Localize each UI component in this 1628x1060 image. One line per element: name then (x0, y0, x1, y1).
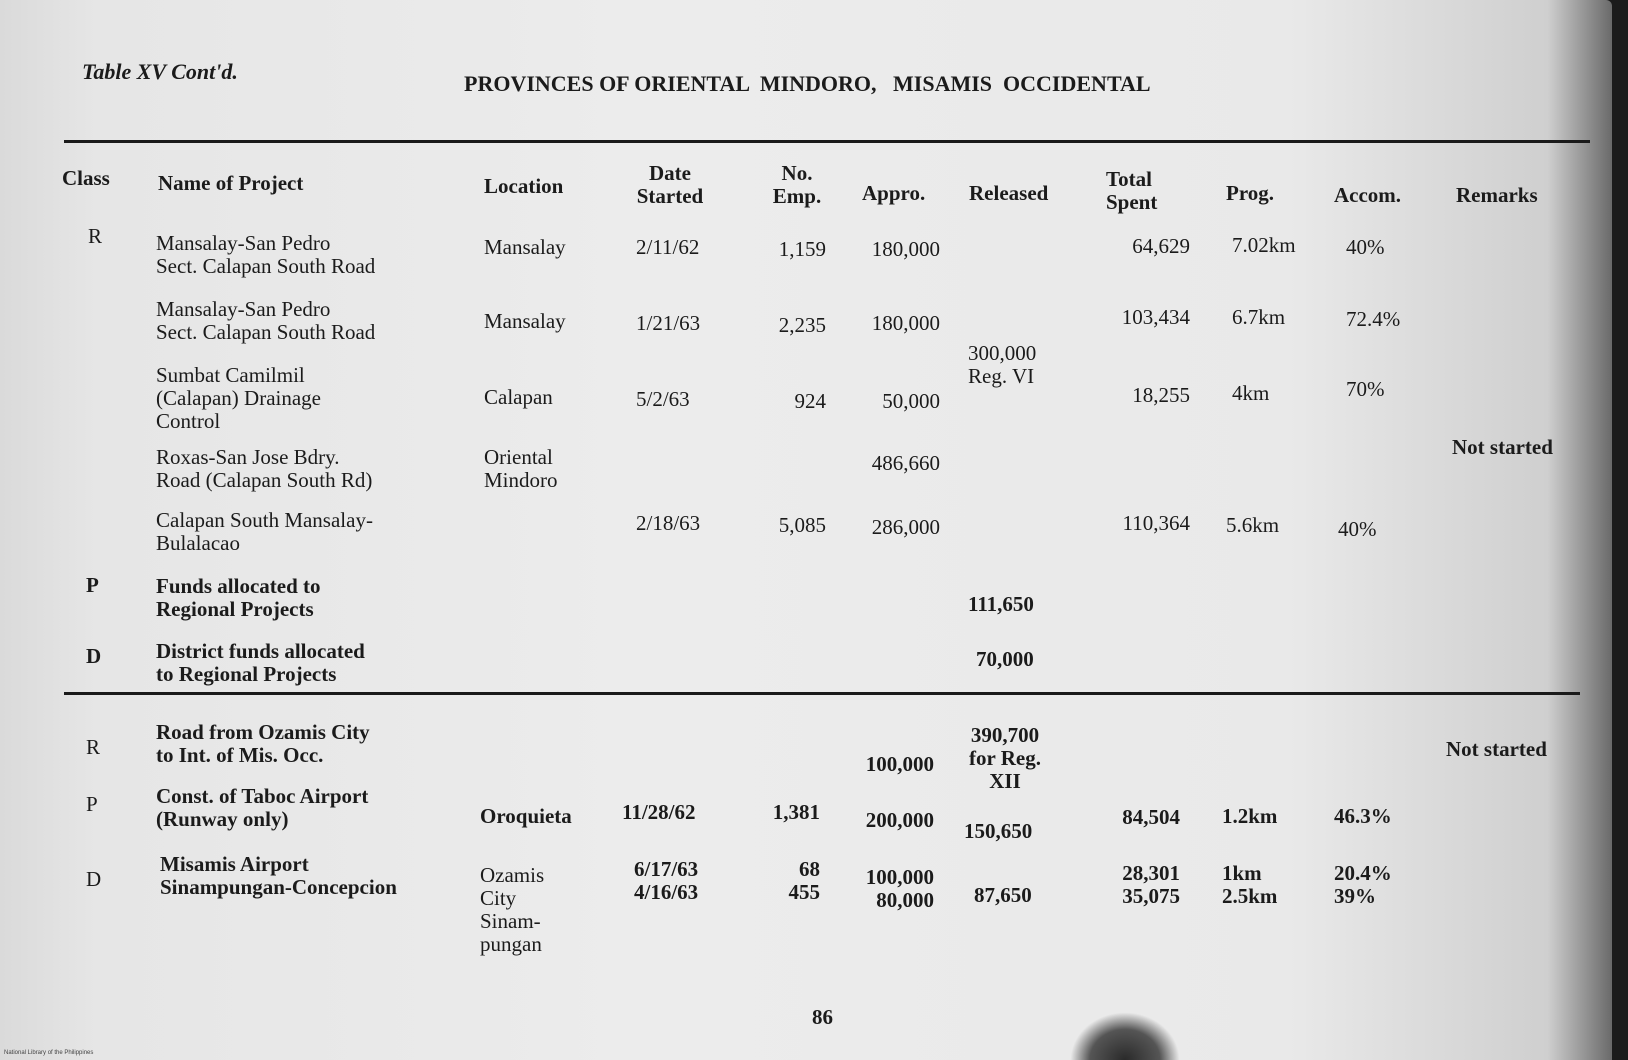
row-date: 6/17/63 4/16/63 (634, 857, 699, 904)
row-name: Const. of Taboc Airport (Runway only) (156, 784, 369, 831)
row-location: Calapan (484, 385, 553, 409)
book-spine-shadow (1070, 1012, 1180, 1060)
row-prog: 4km (1232, 381, 1270, 405)
row-name: Calapan South Mansalay- Bulalacao (156, 508, 373, 555)
row-accom: 72.4% (1346, 307, 1401, 331)
col-header-prog: Prog. (1226, 181, 1275, 205)
row-appro: 100,000 80,000 (865, 865, 934, 912)
row-location: Oroquieta (480, 804, 572, 828)
table-label: Table XV Cont'd. (82, 59, 238, 84)
section-divider (64, 692, 1580, 695)
row-prog: 6.7km (1232, 305, 1286, 329)
row-date: 2/11/62 (636, 235, 700, 259)
row-spent: 64,629 (1132, 234, 1190, 258)
page-title: PROVINCES OF ORIENTAL MINDORO, MISAMIS OCCIDENTAL (464, 71, 1151, 96)
row-name: Mansalay-San Pedro Sect. Calapan South Road (156, 231, 376, 278)
row-spent: 28,301 35,075 (1122, 861, 1180, 908)
col-header-released: Released (969, 181, 1049, 205)
col-header-spent: Total Spent (1106, 167, 1158, 214)
row-accom: 40% (1346, 235, 1385, 259)
row-prog: 5.6km (1226, 513, 1280, 537)
row-name: Roxas-San Jose Bdry. Road (Calapan South Rd) (156, 445, 373, 492)
row-emp: 5,085 (778, 513, 826, 537)
row-location: Oriental Mindoro (484, 445, 558, 492)
row-location: Ozamis City Sinam- pungan (480, 863, 545, 956)
col-header-date: Date Started (636, 161, 704, 208)
row-released: 87,650 (974, 883, 1032, 907)
library-credit: National Library of the Philippines (4, 1050, 94, 1056)
row-spent: 110,364 (1122, 511, 1190, 535)
row-released: 390,700 for Reg. XII (969, 723, 1041, 793)
row-prog: 7.02km (1232, 233, 1296, 257)
col-header-class: Class (62, 166, 110, 190)
col-header-location: Location (484, 174, 564, 198)
row-date: 2/18/63 (636, 511, 701, 535)
row-accom: 46.3% (1334, 804, 1392, 828)
row-emp: 924 (794, 389, 826, 413)
row-prog: 1.2km (1222, 804, 1278, 828)
col-header-appro: Appro. (862, 181, 926, 205)
row-class: D (86, 644, 102, 668)
row-spent: 18,255 (1132, 383, 1190, 407)
row-location: Mansalay (484, 309, 566, 333)
row-emp: 2,235 (778, 313, 826, 337)
row-appro: 286,000 (871, 515, 940, 539)
row-name: District funds allocated to Regional Projects (156, 639, 365, 686)
row-emp: 68 455 (788, 857, 820, 904)
top-rule (64, 140, 1590, 143)
row-released: 70,000 (976, 647, 1034, 671)
page-number: 86 (812, 1005, 833, 1029)
row-class: R (86, 735, 101, 759)
row-location: Mansalay (484, 235, 566, 259)
row-class: R (88, 224, 103, 248)
row-spent: 103,434 (1121, 305, 1190, 329)
row-remarks: Not started (1452, 435, 1553, 459)
col-header-remarks: Remarks (1456, 183, 1538, 207)
row-class: P (86, 573, 99, 597)
row-name: Funds allocated to Regional Projects (156, 574, 321, 621)
row-class: D (86, 867, 102, 891)
row-date: 11/28/62 (622, 800, 696, 824)
row-released: 111,650 (968, 592, 1034, 616)
row-name: Mansalay-San Pedro Sect. Calapan South Road (156, 297, 376, 344)
row-class: P (86, 792, 98, 816)
row-emp: 1,159 (778, 237, 826, 261)
row-appro: 180,000 (871, 311, 940, 335)
col-header-emp: No. Emp. (772, 161, 822, 208)
row-appro: 200,000 (865, 808, 934, 832)
row-date: 5/2/63 (636, 387, 690, 411)
row-remarks: Not started (1446, 737, 1547, 761)
row-appro: 486,660 (871, 451, 940, 475)
row-spent: 84,504 (1122, 805, 1180, 829)
col-header-name: Name of Project (158, 171, 304, 195)
row-appro: 100,000 (865, 752, 934, 776)
row-name: Misamis Airport Sinampungan-Concepcion (160, 852, 397, 899)
row-prog: 1km 2.5km (1222, 861, 1278, 908)
row-accom: 40% (1338, 517, 1377, 541)
row-appro: 180,000 (871, 237, 940, 261)
row-accom: 20.4% 39% (1334, 861, 1392, 908)
row-name: Sumbat Camilmil (Calapan) Drainage Control (156, 363, 321, 433)
row-released: 150,650 (964, 819, 1033, 843)
row-appro: 50,000 (882, 389, 940, 413)
released-group: 300,000 Reg. VI (968, 341, 1037, 388)
row-emp: 1,381 (772, 800, 820, 824)
row-date: 1/21/63 (636, 311, 701, 335)
row-accom: 70% (1346, 377, 1385, 401)
col-header-accom: Accom. (1334, 183, 1402, 207)
row-name: Road from Ozamis City to Int. of Mis. Occ. (156, 720, 370, 767)
